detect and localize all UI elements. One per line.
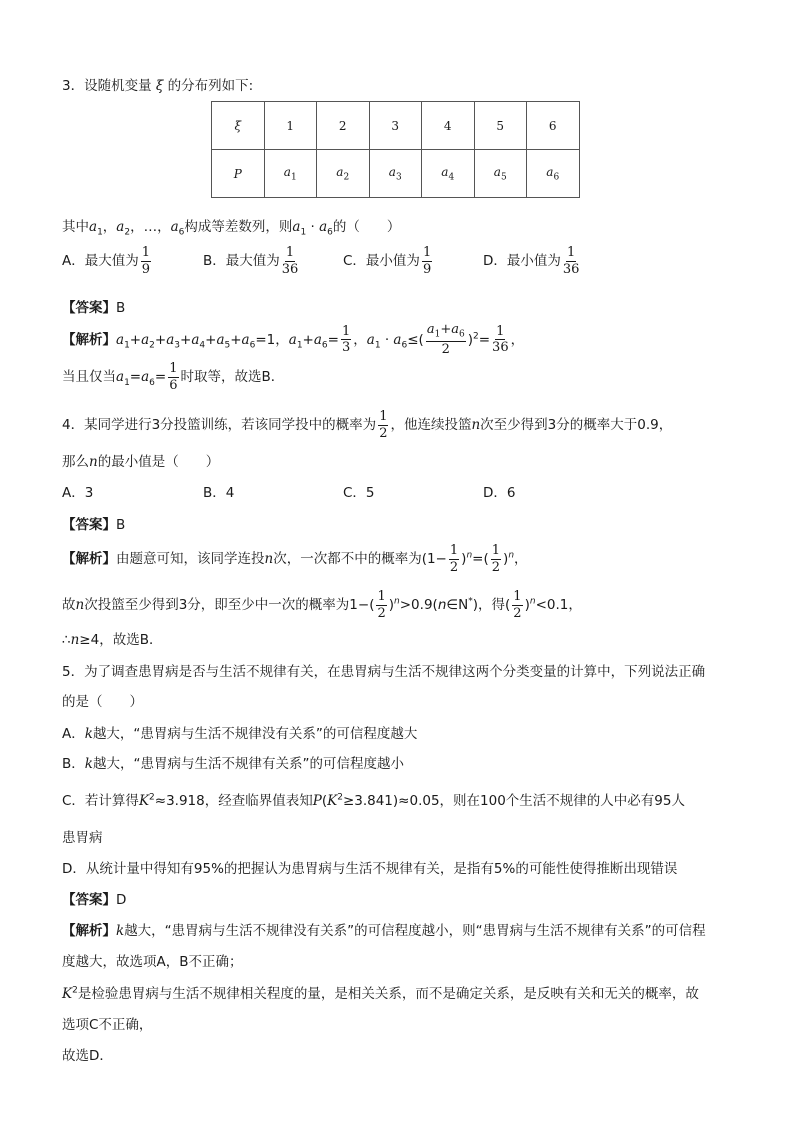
q3-option-a: A．最大值为 $\frac{1}{9}$: [62, 245, 151, 277]
q5-option-a: A．k越大，“患胃病与生活不规律没有关系”的可信程度越大: [62, 726, 418, 742]
q3-stem: 3．设随机变量 ξ 的分布列如下:: [62, 78, 254, 94]
q4-analysis-3: ∴n≥4，故选B．: [62, 632, 163, 648]
q4-stem-2: 那么n的最小值是（ ）: [62, 454, 220, 470]
q5-option-d: D．从统计量中得知有95%的把握认为患胃病与生活不规律有关，是指有5%的可能性使得推断出现错误: [62, 861, 678, 877]
table-cell: $a_3$: [369, 150, 422, 198]
q3-analysis-2: 当且仅当$a_1=a_6=$ $\frac{1}{6}$ 时取等，故选B．: [62, 361, 285, 393]
table-cell: 6: [527, 102, 580, 150]
q4-option-b: B．4: [203, 485, 235, 501]
table-cell: $a_4$: [422, 150, 475, 198]
q5-stem-2: 的是（ ）: [62, 694, 143, 710]
table-cell: 3: [369, 102, 422, 150]
q5-analysis-3: $K^2$是检验患胃病与生活不规律相关程度的量，是相关关系，而不是确定关系，是反映有关和无关的概率，故: [62, 985, 699, 1002]
q4-analysis-2: 故n次投篮至少得到3分，即至少中一次的概率为1−( $\frac{1}{2}$ )$^n$>0.9(n∈N*)，得( $\frac{1}{2}$ )$^n$<0.1，: [62, 589, 582, 621]
q5-option-b: B．k越大，“患胃病与生活不规律有关系”的可信程度越小: [62, 756, 404, 772]
table-cell: $a_2$: [317, 150, 370, 198]
table-cell: $a_5$: [474, 150, 527, 198]
q3-option-d: D．最小值为 $\frac{1}{36}$: [483, 245, 580, 277]
q5-option-c-2: 患胃病: [62, 830, 103, 846]
q3-option-b: B．最大值为 $\frac{1}{36}$: [203, 245, 299, 277]
q5-analysis-2: 度越大，故选项A，B不正确；: [62, 954, 243, 970]
q3-option-c: C．最小值为 $\frac{1}{9}$: [343, 245, 432, 277]
q3-analysis-1: 【解析】$a_1+a_2+a_3+a_4+a_5+a_6=1$，$a_1+a_6=$ $\frac{1}{3}$ ，$a_1 \cdot a_6\le$( $\frac{a_1+a_6}{2}$ )$^2$= $\frac{1}{36}$ ，: [62, 322, 525, 358]
table-cell: $a_1$: [264, 150, 317, 198]
table-cell: 2: [317, 102, 370, 150]
q5-option-c-1: C．若计算得$K^2\approx 3.918$，经查临界值表知$P(K^2\ge 3.841)\approx 0.05$，则在100个生活不规律的人中必有95人: [62, 792, 685, 809]
table-cell: ξ: [212, 102, 265, 150]
q3-condition: 其中$a_1$，$a_2$，…，$a_6$构成等差数列，则$a_1 \cdot a_6$的（ ）: [62, 219, 401, 238]
q3-answer: 【答案】B: [62, 300, 126, 316]
q5-answer: 【答案】D: [62, 892, 127, 908]
distribution-table: [211, 101, 580, 198]
q4-option-d: D．6: [483, 485, 516, 501]
table-cell: 5: [474, 102, 527, 150]
table-cell: 4: [422, 102, 475, 150]
table-cell: $a_6$: [527, 150, 580, 198]
q4-option-a: A．3: [62, 485, 94, 501]
q5-analysis-5: 故选D．: [62, 1048, 113, 1064]
q5-analysis-1: 【解析】k越大，“患胃病与生活不规律没有关系”的可信程度越小，则“患胃病与生活不规律有关系”的可信程: [62, 923, 706, 939]
q4-option-c: C．5: [343, 485, 375, 501]
table-row: [212, 102, 580, 150]
table-cell: P: [212, 150, 265, 198]
q4-stem-1: 4．某同学进行3分投篮训练，若该同学投中的概率为 $\frac{1}{2}$ ，他连续投篮n次至少得到3分的概率大于0.9，: [62, 409, 673, 441]
table-cell: 1: [264, 102, 317, 150]
q4-answer: 【答案】B: [62, 517, 126, 533]
q5-analysis-4: 选项C不正确，: [62, 1017, 153, 1033]
q5-stem-1: 5．为了调查患胃病是否与生活不规律有关，在患胃病与生活不规律这两个分类变量的计算中，下列说法正确: [62, 664, 706, 680]
table-row: [212, 150, 580, 198]
q4-analysis-1: 【解析】由题意可知，该同学连投n次，一次都不中的概率为(1− $\frac{1}{2}$ )$^n$=( $\frac{1}{2}$ )$^n$，: [62, 543, 528, 575]
